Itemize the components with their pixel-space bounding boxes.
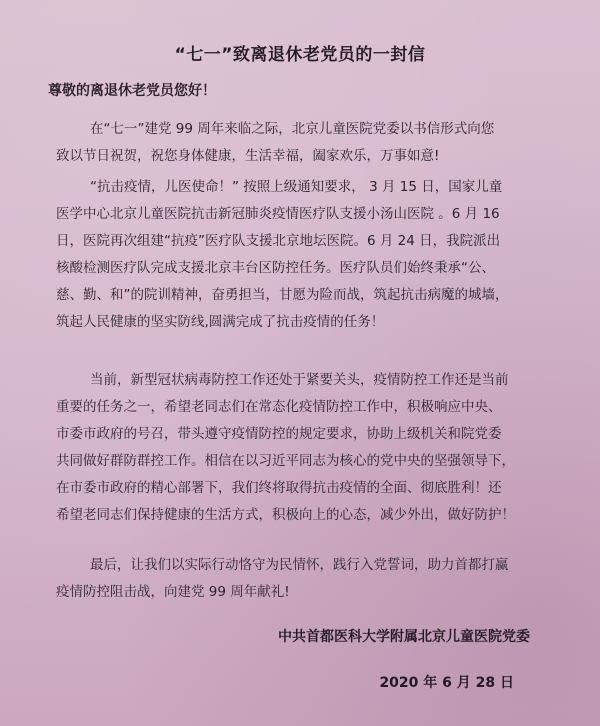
paragraph-line: 医学中心北京儿童医院抗击新冠肺炎疫情医疗队支援小汤山医院 。6 月 16 xyxy=(56,206,500,222)
letter-signature: 中共首都医科大学附属北京儿童医院党委 xyxy=(278,629,530,645)
paragraph-1 xyxy=(56,116,556,170)
paragraph-line: 市委市政府的号召，带头遵守疫情防控的规定要求，协助上级机关和院党委 xyxy=(56,426,502,442)
paragraph-line: 日，医院再次组建“抗疫”医疗队支援北京地坛医院。6 月 24 日，我院派出 xyxy=(56,233,501,249)
paragraph-line: 疫情防控阻击战，向建党 99 周年献礼! xyxy=(56,584,290,600)
letter-date: 2020 年 6 月 28 日 xyxy=(379,675,514,691)
paragraph-line: 在“七一”建党 99 周年来临之际，北京儿童医院党委以书信形式向您 xyxy=(90,121,495,137)
paragraph-line: 在市委市政府的精心部署下，我们终将取得抗击疫情的全面、彻底胜利！还 xyxy=(56,480,502,496)
paragraph-line: “抗击疫情，儿医使命！” 按照上级通知要求， 3 月 15 日，国家儿童 xyxy=(90,179,503,195)
paragraph-line: 重要的任务之一，希望老同志们在常态化疫情防控工作中，积极响应中央、 xyxy=(56,399,502,415)
paragraph-line: 希望老同志们保持健康的生活方式，积极向上的心态，减少外出，做好防护！ xyxy=(56,507,515,523)
paragraph-line: 筑起人民健康的坚实防线,圆满完成了抗击疫情的任务！ xyxy=(56,314,385,330)
paragraph-line: 当前，新型冠状病毒防控工作还处于紧要关头，疫情防控工作还是当前 xyxy=(90,372,509,388)
paragraph-line: 最后，让我们以实际行动恪守为民情怀，践行入党誓词，助力首都打赢 xyxy=(90,557,509,573)
paragraph-line: 慈、勤、和”的院训精神，奋勇担当，甘愿为险而战，筑起抗击病魔的城墙， xyxy=(56,287,509,303)
paragraph-2 xyxy=(56,174,556,336)
letter-title: “七一”致离退休老党员的一封信 xyxy=(174,45,426,65)
paragraph-4 xyxy=(56,552,556,606)
paragraph-3 xyxy=(56,367,556,529)
paragraph-line: 核酸检测医疗队完成支援北京丰台区防控任务。医疗队员们始终秉承“公、 xyxy=(56,260,495,276)
letter-greeting: 尊敬的离退休老党员您好！ xyxy=(48,83,216,99)
paragraph-line: 共同做好群防群控工作。相信在以习近平同志为核心的党中央的坚强领导下， xyxy=(56,453,515,469)
paragraph-line: 致以节日祝贺，祝您身体健康，生活幸福，阖家欢乐，万事如意! xyxy=(56,148,440,164)
